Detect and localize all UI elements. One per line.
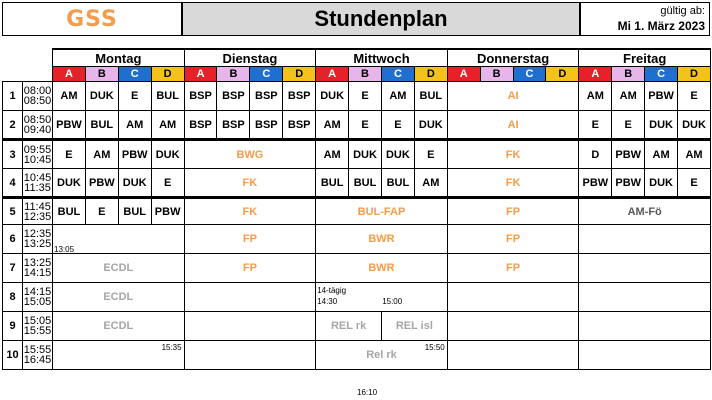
lesson: BWG [184,140,316,169]
lesson: REL rk [316,312,382,341]
lesson: DUK [381,140,414,169]
day-header-donnerstag: Donnerstag [447,49,579,67]
day-header-freitag: Freitag [579,49,711,67]
valid-from-date: Mi 1. März 2023 [617,19,705,33]
free-period [579,312,711,341]
group-header-d: D [414,67,447,82]
lesson: E [678,82,711,111]
group-header-d: D [283,67,316,82]
lesson: BUL [85,111,118,140]
lesson: E [678,169,711,198]
period-time: 15:05 15:55 [23,312,53,341]
period-time: 08:00 08:50 [23,82,53,111]
period-time: 12:35 13:25 [23,225,53,254]
free-period [447,341,579,370]
free-period [184,283,316,312]
lesson: E [381,111,414,140]
lesson: FP [184,225,316,254]
period-number: 8 [3,283,23,312]
lesson: BWR [316,225,448,254]
time-note: 16:10 [357,388,378,397]
lesson: PBW [151,198,184,225]
period-time: 13:25 14:15 [23,254,53,283]
group-header-a: A [53,67,86,82]
lesson: BSP [184,82,217,111]
valid-from-label: gültig ab: [660,5,705,17]
lesson: AI [447,82,579,111]
lesson: BUL [381,169,414,198]
period-number: 1 [3,82,23,111]
lesson: E [118,82,151,111]
lesson: DUK [118,169,151,198]
group-header-b: B [349,67,382,82]
biweekly-note: 14-tägig [317,286,347,295]
lesson: AM [381,82,414,111]
lesson: BWR [316,254,448,283]
lesson: E [151,169,184,198]
lesson: E [414,140,447,169]
timetable [2,48,711,370]
group-header-b: B [612,67,645,82]
free-period [53,225,185,254]
lesson: DUK [678,111,711,140]
period-number: 4 [3,169,23,198]
period-number: 3 [3,140,23,169]
free-period [184,341,316,370]
lesson: ECDL [53,254,185,283]
lesson: PBW [579,169,612,198]
period-time: 10:45 11:35 [23,169,53,198]
lesson: BUL [349,169,382,198]
lesson: FK [447,169,579,198]
lesson: AM [151,111,184,140]
group-header-d: D [151,67,184,82]
lesson: BUL [118,198,151,225]
period-time: 15:55 16:45 [23,341,53,370]
lesson: BUL [53,198,86,225]
lesson: BSP [184,111,217,140]
biweekly-note-cell [316,283,448,312]
period-time: 14:15 15:05 [23,283,53,312]
free-period [53,341,185,370]
lesson: BUL [316,169,349,198]
corner [3,67,53,82]
lesson: DUK [414,111,447,140]
group-header-c: C [250,67,283,82]
lesson: AM [579,82,612,111]
group-header-a: A [184,67,217,82]
lesson: BUL [151,82,184,111]
lesson: BSP [217,82,250,111]
lesson: PBW [53,111,86,140]
lesson: FP [447,254,579,283]
day-header-dienstag: Dienstag [184,49,316,67]
valid-from-box [580,2,710,36]
lesson: AM [118,111,151,140]
lesson: AM [316,140,349,169]
lesson: BSP [217,111,250,140]
lesson: FK [184,198,316,225]
free-period [447,283,579,312]
lesson: AM [316,111,349,140]
lesson: E [349,111,382,140]
lesson: REL isl [381,312,447,341]
group-header-a: A [579,67,612,82]
lesson: FK [184,169,316,198]
time-note: 13:05 [54,245,75,254]
lesson: BUL-FAP [316,198,448,225]
time-note: 15:35 [161,343,182,352]
lesson: AM [645,140,678,169]
free-period [579,283,711,312]
period-time: 08:50 09:40 [23,111,53,140]
lesson: DUK [645,169,678,198]
group-header-c: C [381,67,414,82]
page-title-box [182,2,580,36]
lesson: BUL [414,82,447,111]
time-note: 15:00 [382,297,403,306]
period-number: 2 [3,111,23,140]
free-period [184,312,316,341]
group-header-d: D [678,67,711,82]
lesson: PBW [612,140,645,169]
logo-text: GSS [66,6,118,32]
lesson: FP [184,254,316,283]
period-number: 9 [3,312,23,341]
free-period [579,341,711,370]
lesson: AM [678,140,711,169]
free-period [579,225,711,254]
group-header-c: C [513,67,546,82]
group-header-b: B [85,67,118,82]
lesson: BSP [250,82,283,111]
period-number: 5 [3,198,23,225]
lesson: FP [447,198,579,225]
school-logo [2,2,182,36]
group-header-b: B [217,67,250,82]
lesson: E [612,111,645,140]
lesson: BSP [250,111,283,140]
group-header-c: C [118,67,151,82]
lesson: AM-Fö [579,198,711,225]
group-header-c: C [645,67,678,82]
lesson: PBW [85,169,118,198]
group-header-d: D [546,67,579,82]
period-time: 11:45 12:35 [23,198,53,225]
time-note: 15:50 [424,343,445,352]
free-period [447,312,579,341]
lesson: DUK [316,82,349,111]
lesson: AI [447,111,579,140]
lesson: PBW [118,140,151,169]
lesson-label: Rel rk [366,349,397,361]
lesson: E [85,198,118,225]
lesson: D [579,140,612,169]
lesson: AM [53,82,86,111]
lesson: E [53,140,86,169]
lesson [316,341,448,370]
lesson: DUK [151,140,184,169]
day-header-mittwoch: Mittwoch [316,49,448,67]
group-header-a: A [316,67,349,82]
lesson: AM [612,82,645,111]
period-number: 7 [3,254,23,283]
group-header-a: A [447,67,480,82]
lesson: ECDL [53,312,185,341]
lesson: DUK [645,111,678,140]
time-note: 14:30 [317,297,338,306]
day-header-montag: Montag [53,49,185,67]
lesson: PBW [612,169,645,198]
period-time: 09:55 10:45 [23,140,53,169]
corner [3,49,53,67]
group-header-b: B [480,67,513,82]
lesson: E [579,111,612,140]
lesson: DUK [85,82,118,111]
lesson: DUK [53,169,86,198]
lesson: PBW [645,82,678,111]
lesson: BSP [283,111,316,140]
page-title: Stundenplan [314,6,448,31]
lesson: FP [447,225,579,254]
period-number: 10 [3,341,23,370]
lesson: DUK [349,140,382,169]
lesson: ECDL [53,283,185,312]
period-number: 6 [3,225,23,254]
lesson: E [349,82,382,111]
lesson: AM [85,140,118,169]
lesson: BSP [283,82,316,111]
lesson: AM [414,169,447,198]
lesson: FK [447,140,579,169]
free-period [579,254,711,283]
